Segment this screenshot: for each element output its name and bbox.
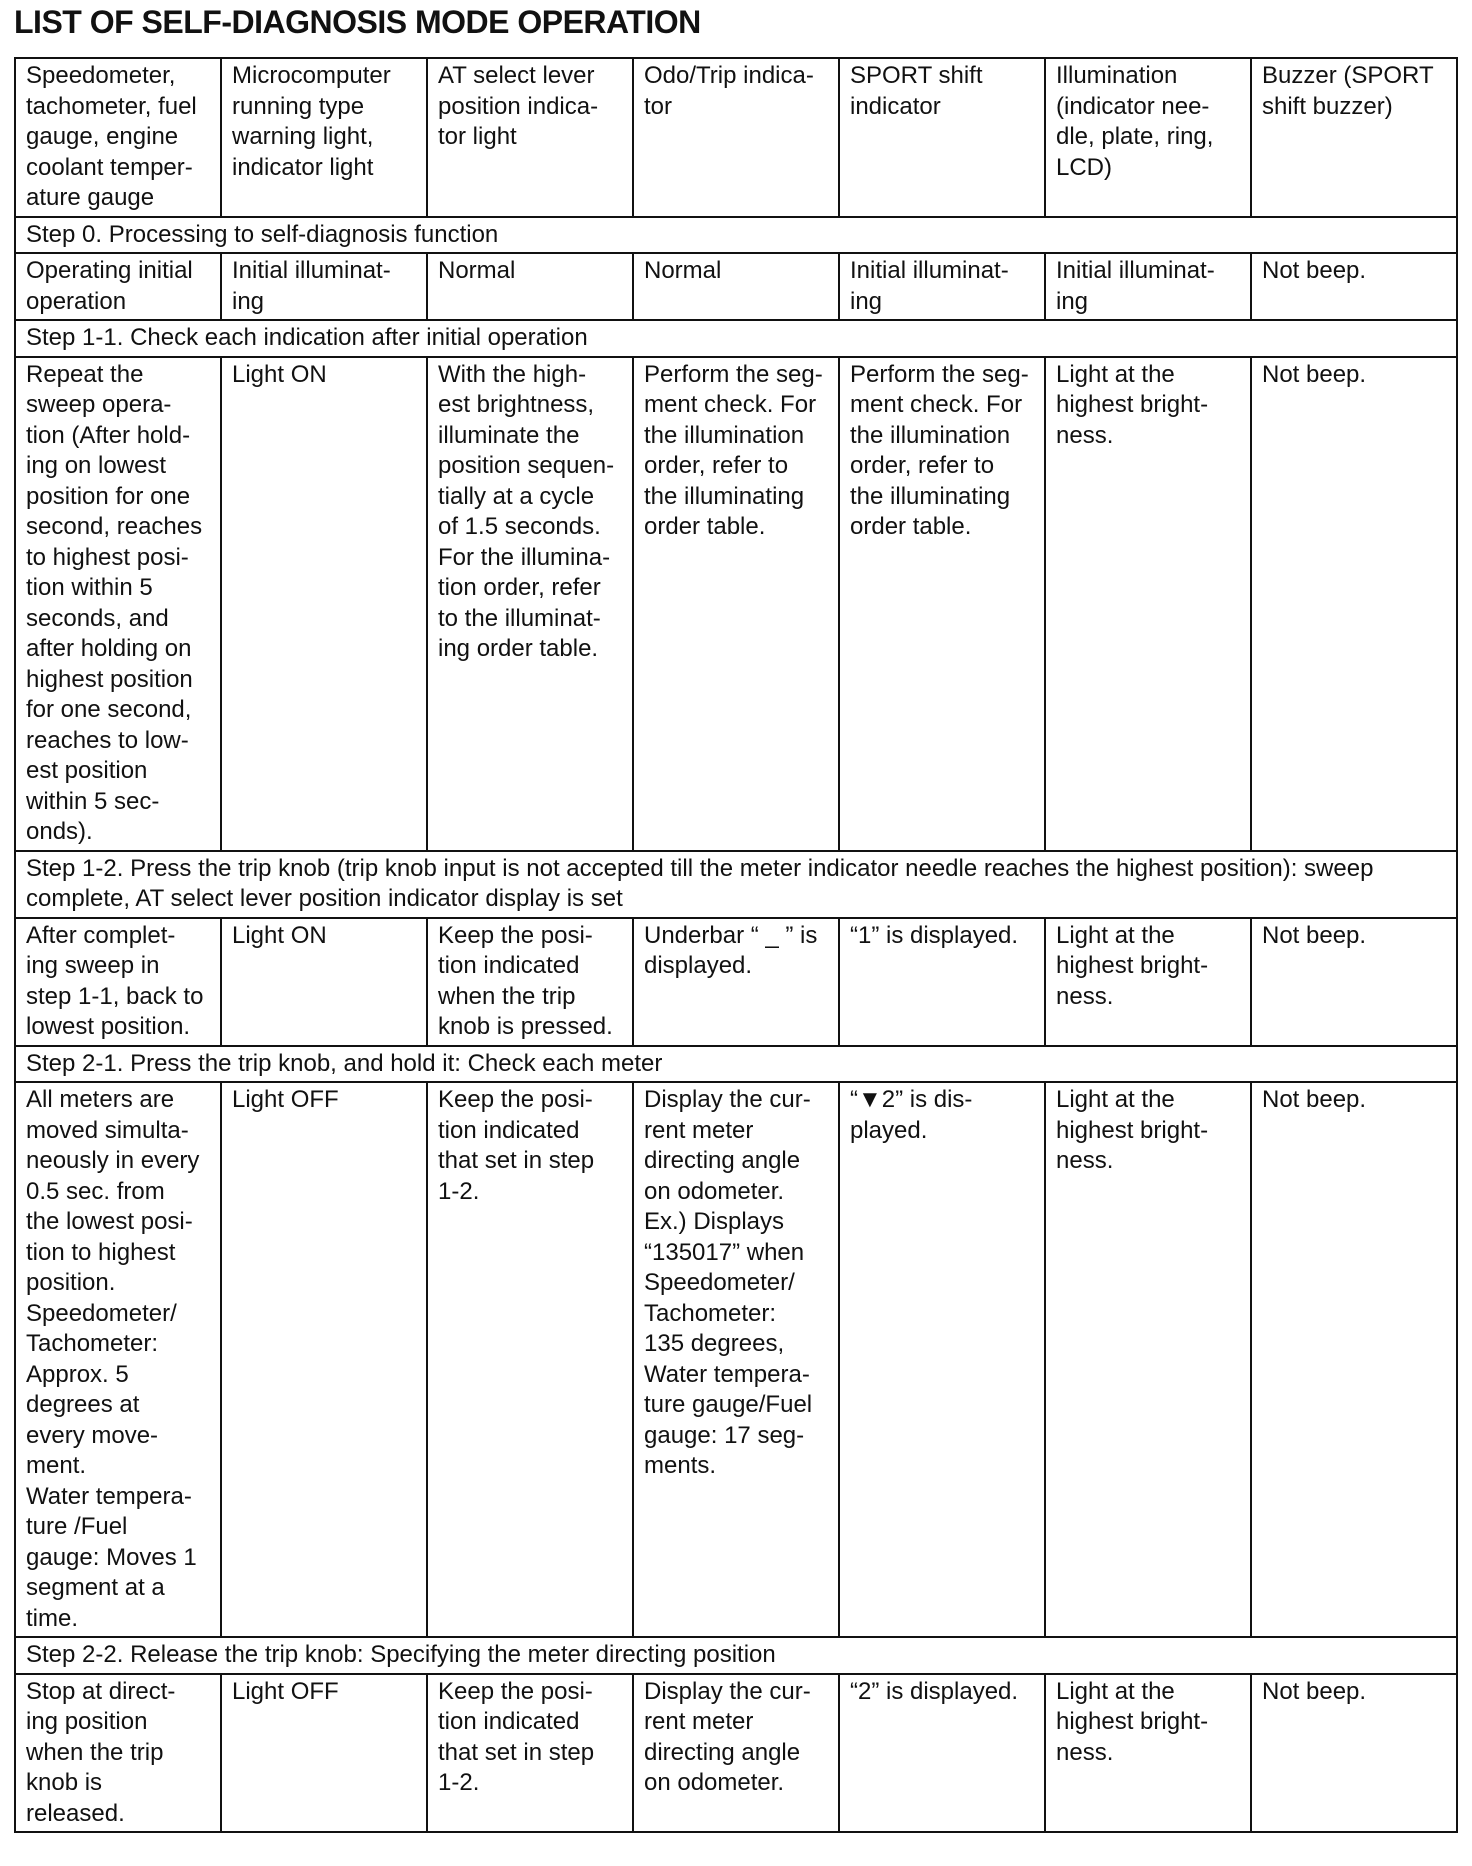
table-cell: Not beep. [1251,357,1457,851]
table-cell: “2” is displayed. [839,1674,1045,1833]
step-heading: Step 1-1. Check each indication after initial operation [15,320,1457,357]
table-cell: Initial illuminat- ing [221,253,427,320]
step-heading: Step 0. Processing to self-diagnosis function [15,217,1457,254]
table-cell: Light OFF [221,1082,427,1637]
table-cell: Keep the posi- tion indicated that set in step 1-2. [427,1082,633,1637]
table-cell: Display the cur- rent meter directing angle on odometer. [633,1674,839,1833]
table-cell: Keep the posi- tion indicated that set in step 1-2. [427,1674,633,1833]
table-cell: Underbar “ _ ” is displayed. [633,918,839,1046]
table-cell: Perform the seg- ment check. For the illumination order, refer to the illuminating order table. [633,357,839,851]
step-heading-row [15,851,1457,918]
self-diagnosis-table [14,57,1458,1833]
table-cell: Not beep. [1251,918,1457,1046]
table-cell: Repeat the sweep opera- tion (After hold- ing on lowest position for one second, reaches to highest posi- tion within 5 seconds, and after holding on highest position for one second, reaches to low- est position within 5 sec- onds). [15,357,221,851]
table-cell: Not beep. [1251,253,1457,320]
column-header: SPORT shift indicator [839,58,1045,217]
table-cell: Initial illuminat- ing [1045,253,1251,320]
table-cell: Stop at direct- ing position when the trip knob is released. [15,1674,221,1833]
step-heading-row [15,1637,1457,1674]
table-cell: Light ON [221,357,427,851]
step-heading: Step 2-2. Release the trip knob: Specifying the meter directing position [15,1637,1457,1674]
column-header: Illumination (indicator nee- dle, plate, ring, LCD) [1045,58,1251,217]
table-row [15,1674,1457,1833]
step-heading-row [15,217,1457,254]
table-cell: Light at the highest bright- ness. [1045,1674,1251,1833]
table-row [15,253,1457,320]
header-row [15,58,1457,217]
table-cell: Not beep. [1251,1674,1457,1833]
step-heading: Step 1-2. Press the trip knob (trip knob input is not accepted till the meter indicator needle reaches the highest position): sweep complete, AT select lever position indicator display is set [15,851,1457,918]
table-cell: Light ON [221,918,427,1046]
column-header: Speedometer, tachometer, fuel gauge, engine coolant temper- ature gauge [15,58,221,217]
column-header: AT select lever position indica- tor light [427,58,633,217]
table-row [15,357,1457,851]
step-heading-row [15,320,1457,357]
document-title: LIST OF SELF-DIAGNOSIS MODE OPERATION [14,4,701,40]
table-cell: Normal [633,253,839,320]
table-row [15,1082,1457,1637]
table-cell: Light at the highest bright- ness. [1045,357,1251,851]
table-cell: “1” is displayed. [839,918,1045,1046]
column-header: Microcomputer running type warning light, indicator light [221,58,427,217]
table-cell: “▼2” is dis- played. [839,1082,1045,1637]
column-header: Odo/Trip indica- tor [633,58,839,217]
table-cell: Not beep. [1251,1082,1457,1637]
table-row [15,918,1457,1046]
table-cell: Light at the highest bright- ness. [1045,918,1251,1046]
table-cell: Light OFF [221,1674,427,1833]
table-cell: Keep the posi- tion indicated when the trip knob is pressed. [427,918,633,1046]
table-cell: Perform the seg- ment check. For the illumination order, refer to the illuminating order table. [839,357,1045,851]
column-header: Buzzer (SPORT shift buzzer) [1251,58,1457,217]
table-cell: With the high- est brightness, illuminate the position sequen- tially at a cycle of 1.5 seconds. For the illumina- tion order, refer to the illuminat- ing order table. [427,357,633,851]
table-cell: After complet- ing sweep in step 1-1, back to lowest position. [15,918,221,1046]
table-cell: Operating initial operation [15,253,221,320]
table-cell: Initial illuminat- ing [839,253,1045,320]
step-heading-row [15,1046,1457,1083]
table-cell: Light at the highest bright- ness. [1045,1082,1251,1637]
table-cell: Normal [427,253,633,320]
table-cell: All meters are moved simulta- neously in every 0.5 sec. from the lowest posi- tion to highest position. Speedometer/ Tachometer: Approx. 5 degrees at every move- ment. Water tempera- ture /Fuel gauge: Moves 1 segment at a time. [15,1082,221,1637]
table-cell: Display the cur- rent meter directing angle on odometer. Ex.) Displays “135017” when Speedometer/ Tachometer: 135 degrees, Water tempera- ture gauge/Fuel gauge: 17 seg- ments. [633,1082,839,1637]
step-heading: Step 2-1. Press the trip knob, and hold it: Check each meter [15,1046,1457,1083]
